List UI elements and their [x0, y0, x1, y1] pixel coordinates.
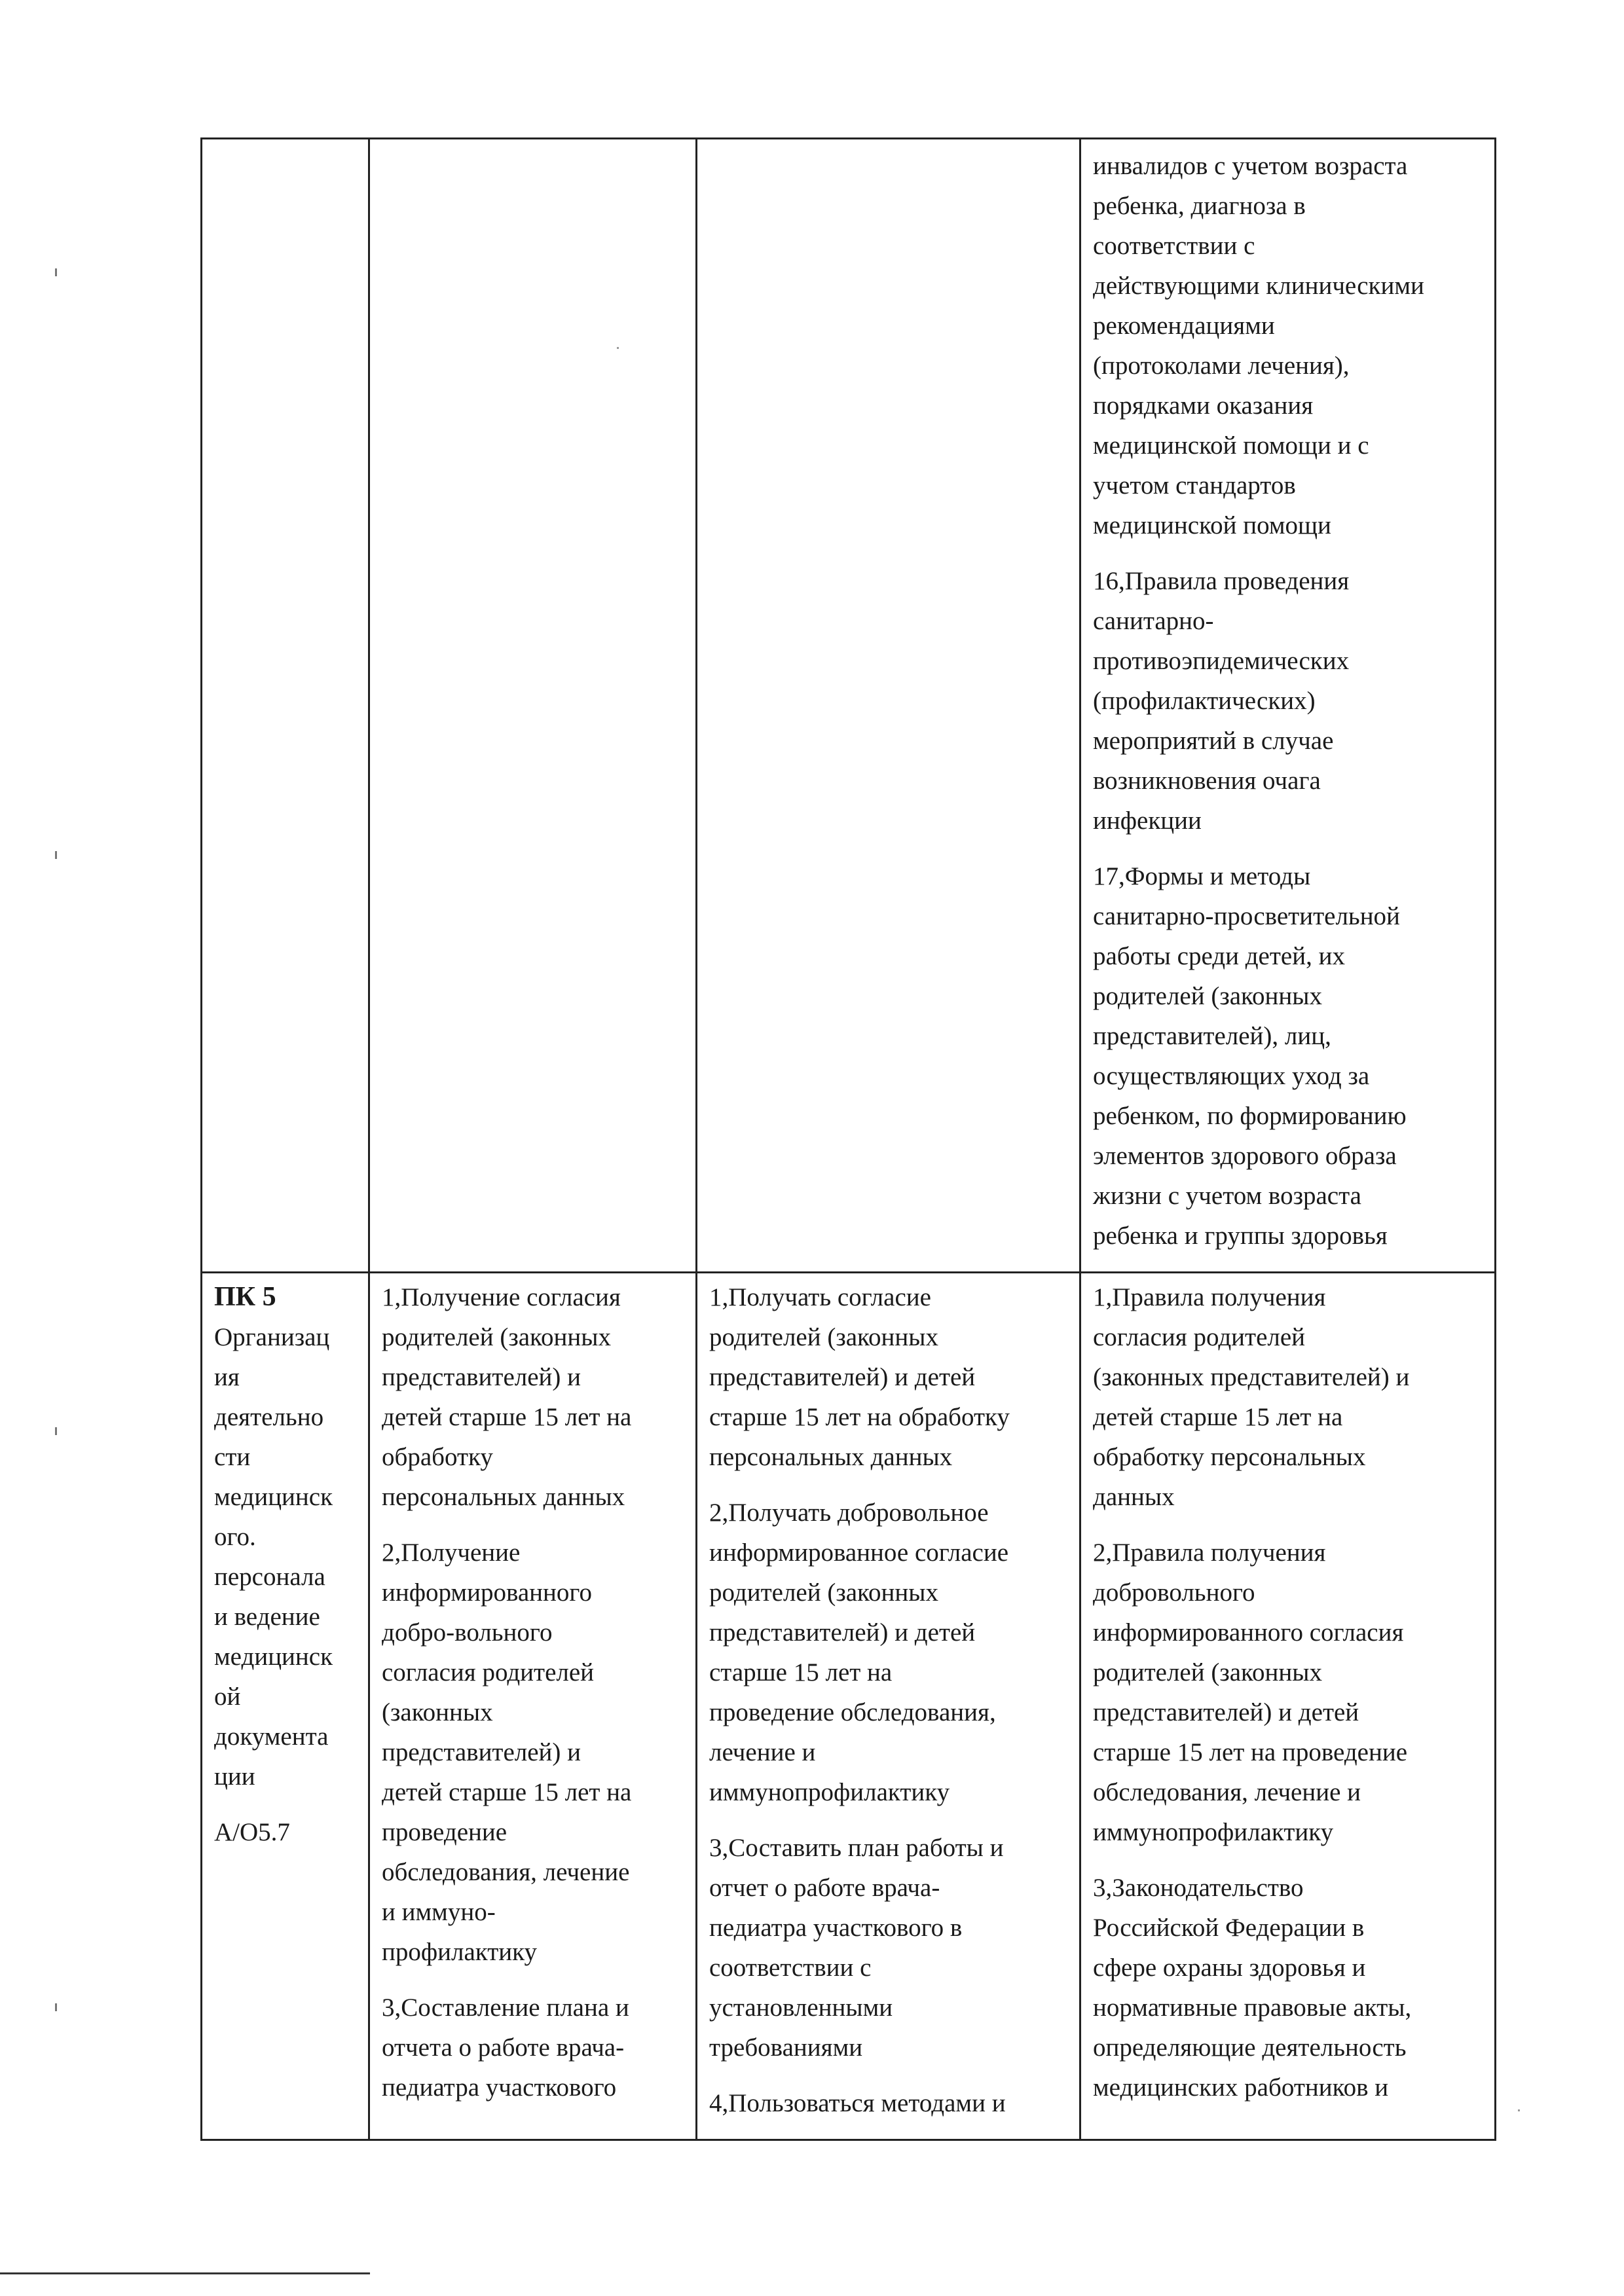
item-line: данных — [1093, 1483, 1175, 1511]
item-line: нормативные правовые акты, — [1093, 1994, 1412, 2022]
item-line: отчет о работе врача- — [709, 1874, 940, 1902]
list-item — [709, 1493, 1070, 1812]
item-line: обработку — [382, 1443, 493, 1471]
item-line: и ведение — [214, 1603, 320, 1631]
item-line: старше 15 лет на обработку — [709, 1403, 1010, 1431]
practice-cell — [369, 1273, 697, 2140]
item-line: противоэпидемических — [1093, 647, 1350, 675]
item-line: родителей (законных — [1093, 1658, 1322, 1686]
item-line: обследования, лечение — [382, 1858, 630, 1886]
item-line: деятельно — [214, 1403, 324, 1431]
item-line: иммунопрофилактику — [1093, 1818, 1334, 1846]
item-line: лечение и — [709, 1738, 816, 1766]
item-line: старше 15 лет на проведение — [1093, 1738, 1408, 1766]
item-line: информированного согласия — [1093, 1618, 1404, 1647]
margin-mark — [55, 1427, 57, 1435]
list-item — [382, 1988, 686, 2107]
item-line: инвалидов с учетом возраста — [1093, 152, 1408, 180]
item-line: 4,Пользоваться методами и — [709, 2089, 1006, 2117]
item-line: добро-вольного — [382, 1618, 553, 1647]
item-line: ребенка, диагноза в — [1093, 192, 1306, 220]
item-line: персональных данных — [709, 1443, 953, 1471]
item-line: представителей) и детей — [709, 1363, 976, 1391]
list-item — [709, 1277, 1070, 1477]
item-line: представителей) и детей — [709, 1618, 976, 1647]
table-row — [202, 1273, 1496, 2140]
item-line: родителей (законных — [1093, 982, 1322, 1010]
item-line: проведение обследования, — [709, 1698, 996, 1726]
item-line: персонала — [214, 1563, 325, 1591]
scan-speck — [1518, 2109, 1520, 2111]
item-line: сфере охраны здоровья и — [1093, 1954, 1366, 1982]
list-item — [382, 1533, 686, 1972]
competence-title — [214, 1317, 359, 1796]
item-line: установленными — [709, 1994, 893, 2022]
margin-mark — [55, 851, 57, 859]
list-item — [1093, 1533, 1485, 1852]
item-line: медицинск — [214, 1483, 333, 1511]
margin-mark — [55, 2003, 57, 2011]
competence-cell — [202, 1273, 369, 2140]
item-line: 3,Составление плана и — [382, 1994, 629, 2022]
item-line: отчета о работе врача- — [382, 2033, 625, 2062]
item-line: 16,Правила проведения — [1093, 567, 1350, 595]
item-line: медицинск — [214, 1643, 333, 1671]
item-line: 1,Получение согласия — [382, 1283, 621, 1311]
item-line: требованиями — [709, 2033, 863, 2062]
item-line: проведение — [382, 1818, 507, 1846]
list-item — [1093, 561, 1485, 841]
list-item — [1093, 146, 1485, 545]
item-line: обработку персональных — [1093, 1443, 1366, 1471]
item-line: и иммуно- — [382, 1898, 496, 1926]
item-line: определяющие деятельность — [1093, 2033, 1407, 2062]
item-line: Организац — [214, 1323, 330, 1351]
item-line: элементов здорового образа — [1093, 1142, 1397, 1170]
item-line: жизни с учетом возраста — [1093, 1182, 1361, 1210]
item-line: детей старше 15 лет на — [382, 1403, 632, 1431]
item-line: документа — [214, 1722, 329, 1751]
item-line: (законных представителей) и — [1093, 1363, 1410, 1391]
item-line: ции — [214, 1762, 255, 1791]
item-line: медицинских работников и — [1093, 2073, 1389, 2102]
item-line: 2,Получать добровольное — [709, 1499, 989, 1527]
competence-table — [200, 137, 1496, 2141]
item-line: Российской Федерации в — [1093, 1914, 1365, 1942]
knowledge-cell — [1080, 1273, 1496, 2140]
competence-code: ПК 5 — [214, 1282, 276, 1312]
item-line: возникновения очага — [1093, 767, 1321, 795]
item-line: мероприятий в случае — [1093, 727, 1334, 755]
knowledge-cell — [1080, 139, 1496, 1273]
item-line: родителей (законных — [709, 1578, 938, 1607]
item-line: осуществляющих уход за — [1093, 1062, 1370, 1090]
item-line: ребенка и группы здоровья — [1093, 1222, 1388, 1250]
list-item — [1093, 1868, 1485, 2107]
item-line: (профилактических) — [1093, 687, 1316, 715]
list-item — [709, 2083, 1070, 2123]
margin-mark — [55, 268, 57, 276]
item-line: педиатра участкового — [382, 2073, 617, 2102]
item-line: ия — [214, 1363, 240, 1391]
item-line: работы среди детей, их — [1093, 942, 1345, 970]
item-line: медицинской помощи и с — [1093, 431, 1369, 460]
item-line: старше 15 лет на — [709, 1658, 893, 1686]
scan-speck — [617, 347, 619, 349]
item-line: представителей), лиц, — [1093, 1022, 1331, 1050]
item-line: родителей (законных — [709, 1323, 938, 1351]
item-line: детей старше 15 лет на — [382, 1778, 632, 1806]
competence-cell-empty — [202, 139, 369, 1273]
item-line: 2,Получение — [382, 1539, 521, 1567]
list-item — [1093, 856, 1485, 1256]
item-line: санитарно- — [1093, 607, 1214, 635]
skills-cell — [697, 1273, 1080, 2140]
knowledge-list — [1093, 1277, 1485, 2107]
item-line: сти — [214, 1443, 251, 1471]
item-line: представителей) и — [382, 1738, 581, 1766]
item-line: инфекции — [1093, 807, 1202, 835]
item-line: информированного — [382, 1578, 592, 1607]
item-line: соответствии с — [709, 1954, 872, 1982]
knowledge-list — [1093, 146, 1485, 1256]
item-line: 1,Получать согласие — [709, 1283, 931, 1311]
list-item — [1093, 1277, 1485, 1517]
item-line: профилактику — [382, 1938, 538, 1966]
item-line: 1,Правила получения — [1093, 1283, 1326, 1311]
item-line: медицинской помощи — [1093, 511, 1331, 539]
item-line: порядками оказания — [1093, 392, 1314, 420]
item-line: учетом стандартов — [1093, 471, 1296, 500]
item-line: иммунопрофилактику — [709, 1778, 950, 1806]
item-line: ого. — [214, 1523, 256, 1551]
item-line: родителей (законных — [382, 1323, 611, 1351]
skills-list — [709, 1277, 1070, 2123]
item-line: (законных — [382, 1698, 493, 1726]
item-line: соответствии с — [1093, 232, 1255, 260]
item-line: рекомендациями — [1093, 312, 1275, 340]
item-line: 3,Составить план работы и — [709, 1834, 1004, 1862]
item-line: представителей) и — [382, 1363, 581, 1391]
item-line: ой — [214, 1683, 241, 1711]
item-line: санитарно-просветительной — [1093, 902, 1400, 930]
practice-cell-empty — [369, 139, 697, 1273]
item-line: персональных данных — [382, 1483, 625, 1511]
item-line: согласия родителей — [382, 1658, 595, 1686]
item-line: информированное согласие — [709, 1539, 1009, 1567]
item-line: ребенком, по формированию — [1093, 1102, 1407, 1130]
item-line: педиатра участкового в — [709, 1914, 963, 1942]
item-line: 2,Правила получения — [1093, 1539, 1326, 1567]
skills-cell-empty — [697, 139, 1080, 1273]
function-code: А/О5.7 — [214, 1818, 290, 1846]
item-line: обследования, лечение и — [1093, 1778, 1361, 1806]
item-line: детей старше 15 лет на — [1093, 1403, 1343, 1431]
item-line: 3,Законодательство — [1093, 1874, 1304, 1902]
item-line: действующими клиническими — [1093, 272, 1424, 300]
table-row — [202, 139, 1496, 1273]
item-line: добровольного — [1093, 1578, 1255, 1607]
item-line: согласия родителей — [1093, 1323, 1306, 1351]
list-item — [709, 1828, 1070, 2068]
item-line: 17,Формы и методы — [1093, 862, 1311, 890]
item-line: представителей) и детей — [1093, 1698, 1359, 1726]
footer-rule — [0, 2272, 370, 2274]
list-item — [382, 1277, 686, 1517]
item-line: (протоколами лечения), — [1093, 352, 1350, 380]
practice-list — [382, 1277, 686, 2107]
